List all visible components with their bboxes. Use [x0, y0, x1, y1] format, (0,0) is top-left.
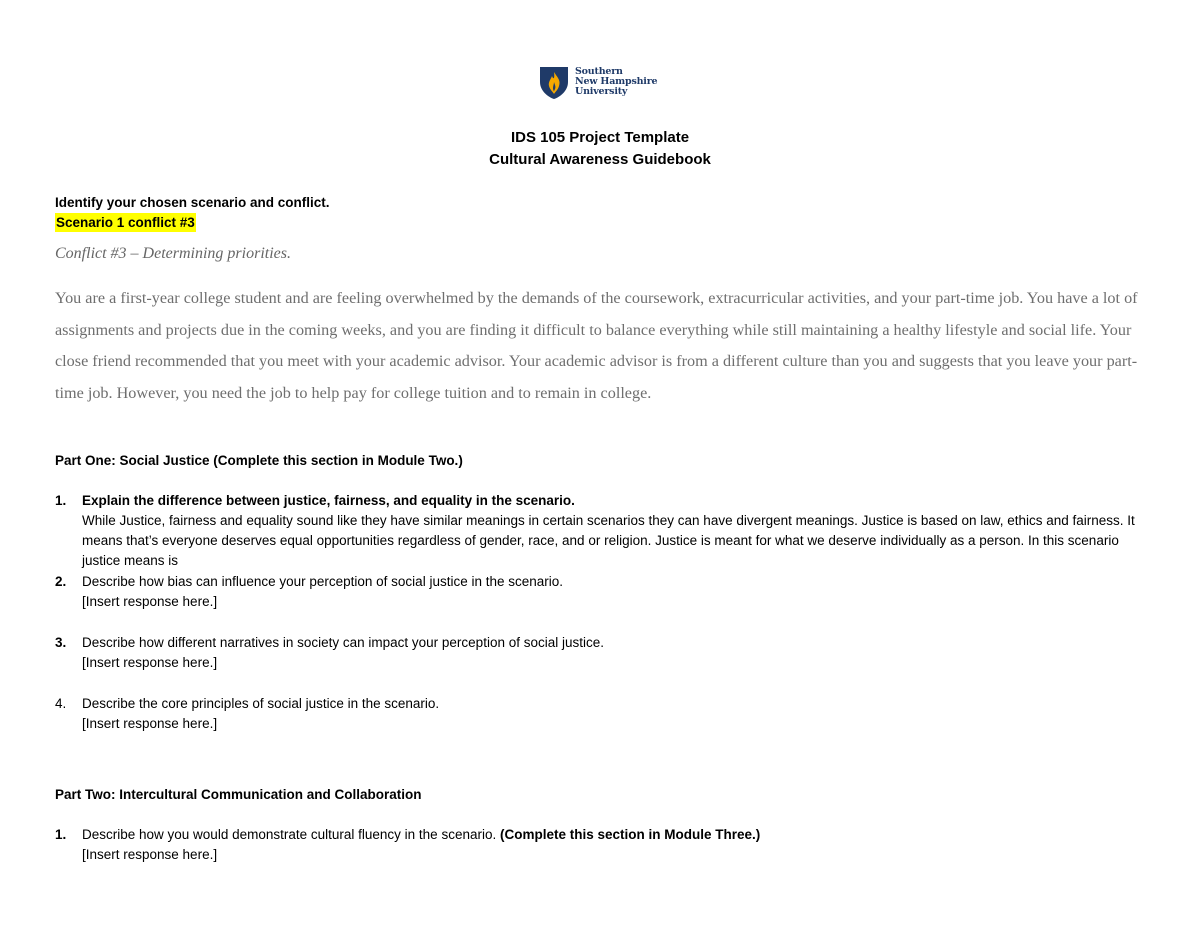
item-question-note: (Complete this section in Module Three.): [499, 827, 761, 842]
conflict-description: You are a first-year college student and are feeling overwhelmed by the demands of the coursework, extracurricular activities, and your part-time job. You have a lot of assignments and projects due in the coming weeks, and you are finding it difficult to balance everything while still maintaining a healthy lifestyle and social life. Your close friend recommended that you meet with your academic advisor. Your academic advisor is from a different culture than you and suggests that you leave your part-time job. However, you need the job to help pay for college tuition and to remain in college.: [55, 289, 1138, 402]
page-title: IDS 105 Project Template: [510, 129, 690, 146]
item-response[interactable]: [Insert response here.]: [82, 847, 218, 862]
item-question: Describe how bias can influence your perception of social justice in the scenario.: [82, 574, 564, 589]
scenario-prompt: Identify your chosen scenario and conflict.: [55, 195, 330, 210]
list-item: [55, 572, 1145, 612]
item-response[interactable]: [Insert response here.]: [82, 716, 218, 731]
item-number: 3.: [55, 635, 67, 650]
item-question: Describe how different narratives in society can impact your perception of social justice.: [82, 635, 604, 650]
list-item: [55, 633, 1145, 673]
item-number: 2.: [55, 574, 67, 589]
item-number: 1.: [55, 493, 67, 508]
item-question: Explain the difference between justice, fairness, and equality in the scenario.: [82, 493, 575, 508]
page-subtitle: Cultural Awareness Guidebook: [489, 151, 711, 168]
conflict-title: Conflict #3 – Determining priorities.: [55, 245, 291, 262]
item-number: 4.: [55, 696, 67, 711]
part-two-heading: Part Two: Intercultural Communication and Collaboration: [55, 787, 422, 802]
university-logo: [538, 66, 665, 100]
list-item: [55, 825, 1145, 865]
logo-wordmark: Southern New Hampshire University: [575, 66, 658, 97]
item-response[interactable]: While Justice, fairness and equality sound like they have similar meanings in certain scenarios they can have divergent meanings. Justice is based on law, ethics and fairness. It means that’s everyone deserves equal opportunities regardless of gender, race, and or religion. Justice is meant for what we deserve individually as a person. In this scenario justice means is: [82, 513, 1135, 568]
list-item: [55, 694, 1145, 734]
list-item: [55, 491, 1145, 571]
item-response[interactable]: [Insert response here.]: [82, 594, 218, 609]
item-question: Describe the core principles of social justice in the scenario.: [82, 696, 440, 711]
part-one-heading: Part One: Social Justice (Complete this section in Module Two.): [55, 453, 463, 468]
item-question: Describe how you would demonstrate cultural fluency in the scenario.: [82, 827, 497, 842]
shield-icon: [538, 66, 570, 100]
item-number: 1.: [55, 827, 67, 842]
item-response[interactable]: [Insert response here.]: [82, 655, 218, 670]
scenario-choice-highlight: Scenario 1 conflict #3: [56, 215, 195, 230]
